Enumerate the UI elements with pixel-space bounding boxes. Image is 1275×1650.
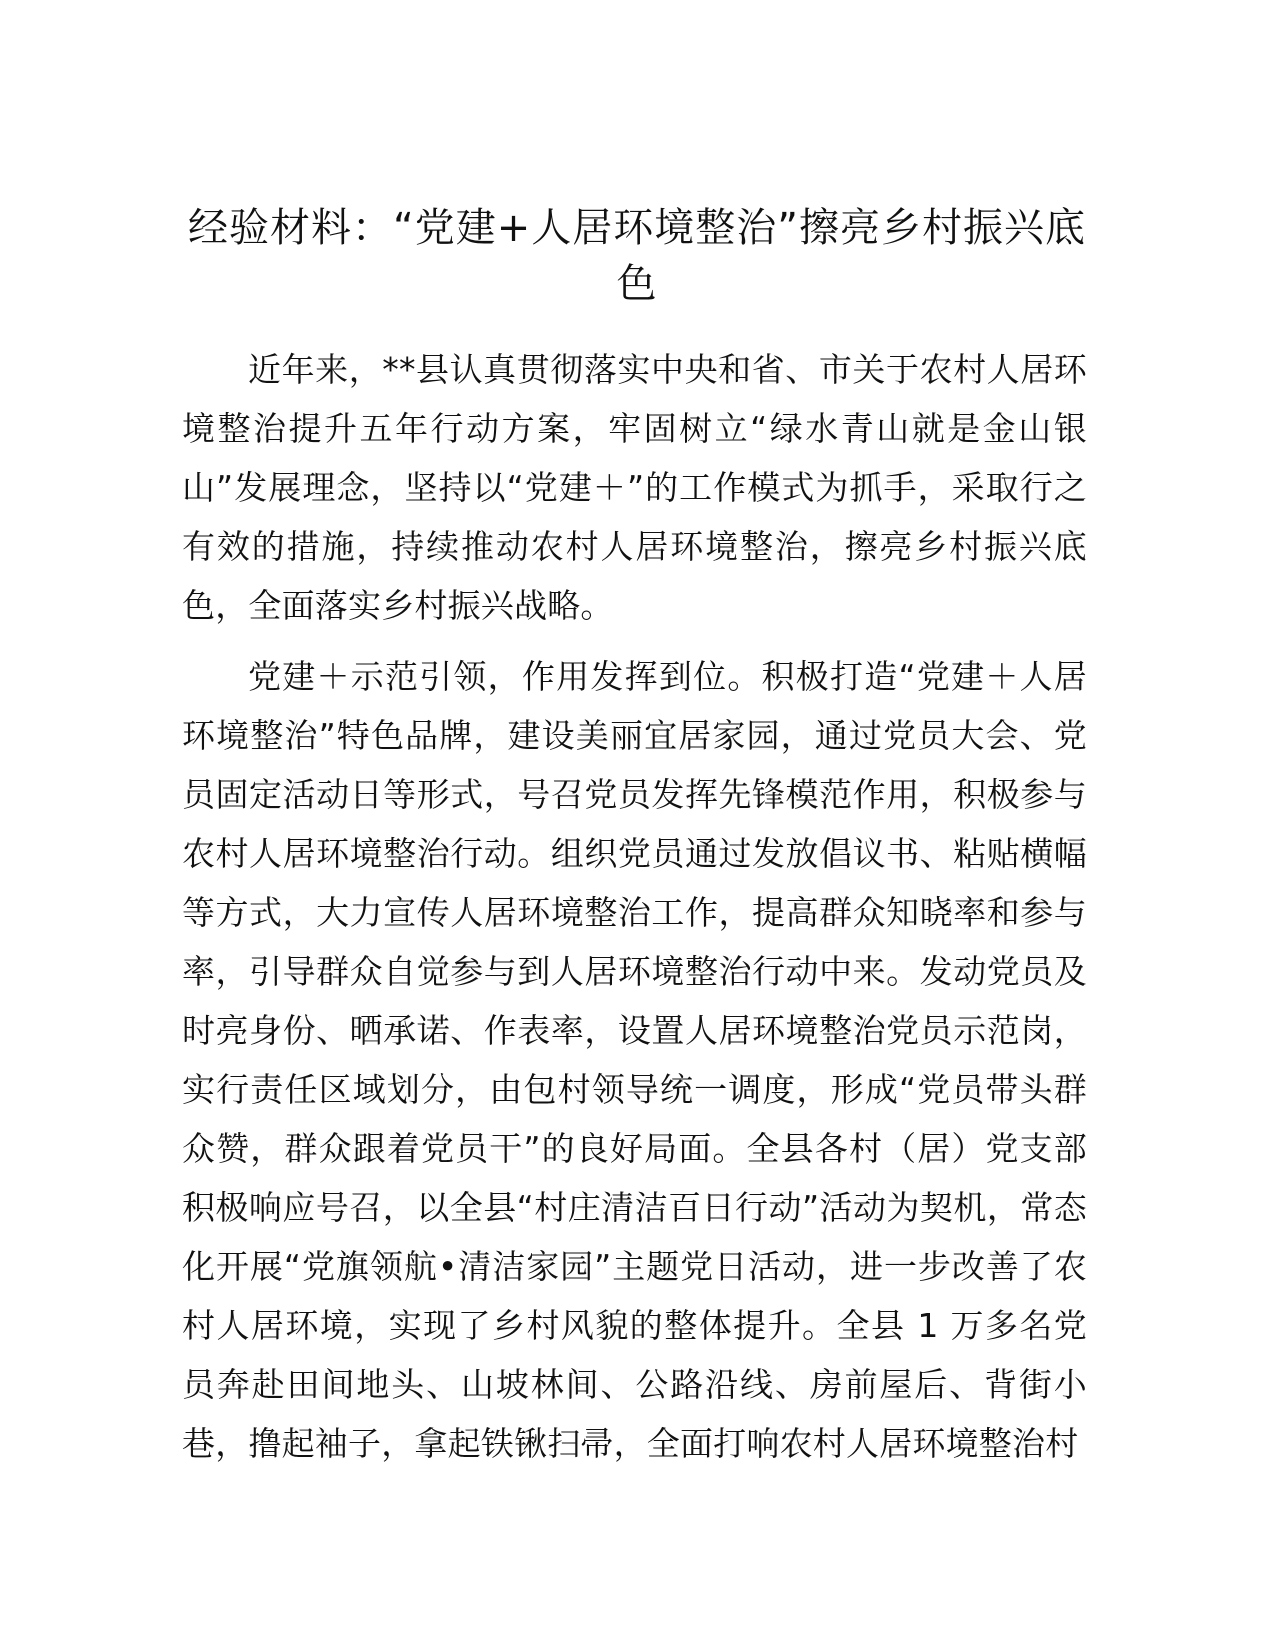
paragraph-party-building-demonstration: 党建＋示范引领，作用发挥到位。积极打造“党建＋人居环境整治”特色品牌，建设美丽宜居家园，通过党员大会、党员固定活动日等形式，号召党员发挥先锋模范作用，积极参与农村人居环境整治行动。组织党员通过发放倡议书、粘贴横幅等方式，大力宣传人居环境整治工作，提高群众知晓率和参与率，引导群众自觉参与到人居环境整治行动中来。发动党员及时亮身份、晒承诺、作表率，设置人居环境整治党员示范岗，实行责任区域划分，由包村领导统一调度，形成“党员带头群众赞，群众跟着党员干”的良好局面。全县各村（居）党支部积极响应号召，以全县“村庄清洁百日行动”活动为契机，常态化开展“党旗领航•清洁家园”主题党日活动，进一步改善了农村人居环境，实现了乡村风貌的整体提升。全县 1 万多名党员奔赴田间地头、山坡林间、公路沿线、房前屋后、背街小巷，撸起袖子，拿起铁锹扫帚，全面打响农村人居环境整治村 xyxy=(182,657,1087,1463)
document-body xyxy=(182,340,1087,1485)
document-title: 经验材料：“党建+人居环境整治”擦亮乡村振兴底色 xyxy=(188,205,1086,307)
paragraph-intro: 近年来，**县认真贯彻落实中央和省、市关于农村人居环境整治提升五年行动方案，牢固树立“绿水青山就是金山银山”发展理念，坚持以“党建＋”的工作模式为抓手，采取行之有效的措施，持续推动农村人居环境整治，擦亮乡村振兴底色，全面落实乡村振兴战略。 xyxy=(182,350,1087,625)
